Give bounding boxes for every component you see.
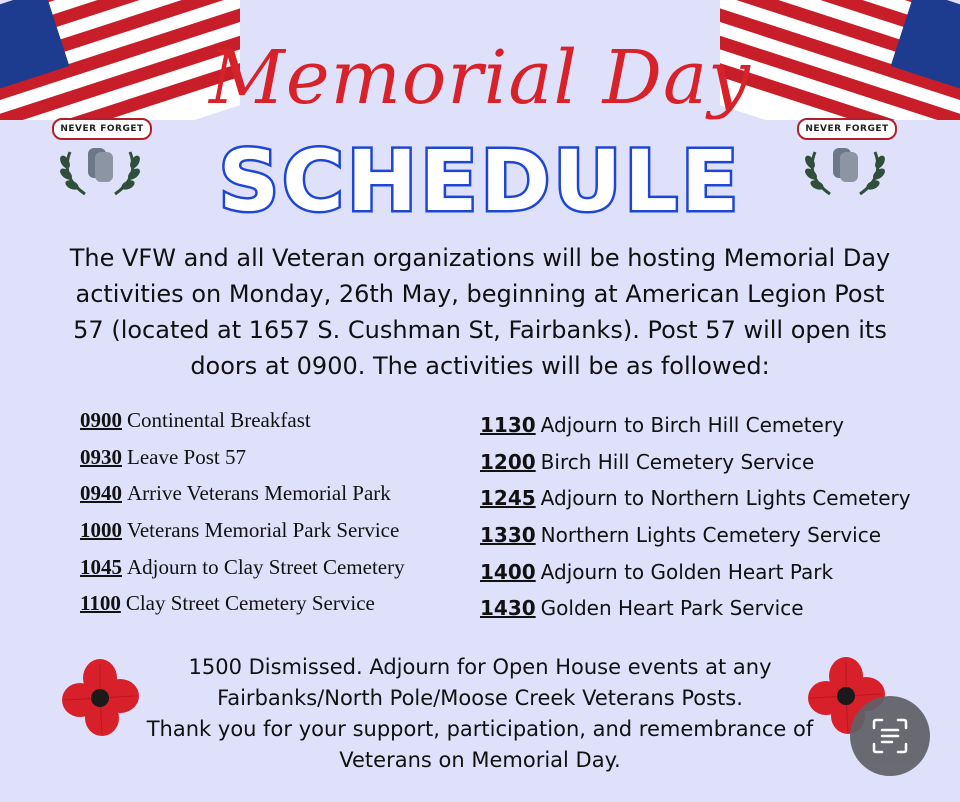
closing-line: Fairbanks/North Pole/Moose Creek Veterans Posts. (217, 686, 743, 710)
schedule-event: Adjourn to Clay Street Cemetery (127, 554, 405, 579)
schedule-item (480, 560, 911, 597)
schedule-event: Adjourn to Birch Hill Cemetery (540, 413, 844, 437)
never-forget-ribbon: NEVER FORGET (52, 118, 152, 140)
schedule-item (480, 486, 911, 523)
intro-paragraph: The VFW and all Veteran organizations will be hosting Memorial Day activities on Monday, 26th May, beginning at American Legion Post 57 (located at 1657 S. Cushman St, Fairbanks). Post 57 will open its doors at 0900. The activities will be as followed: (69, 244, 891, 380)
schedule-time: 1100 (80, 591, 121, 616)
schedule-event: Birch Hill Cemetery Service (540, 449, 815, 474)
schedule-item (80, 591, 405, 628)
schedule-event: Adjourn to Northern Lights Cemetery (540, 486, 911, 511)
schedule-item (80, 445, 405, 482)
schedule-time: 0900 (80, 408, 122, 432)
closing-line: 1500 Dismissed. Adjourn for Open House events at any (188, 655, 772, 679)
schedule-time: 1000 (80, 518, 122, 543)
schedule-item (480, 450, 911, 487)
schedule-left-column (80, 408, 405, 628)
schedule-time: 1045 (80, 554, 122, 579)
schedule-item (80, 408, 405, 445)
scan-text-icon (870, 716, 910, 756)
schedule-event: Northern Lights Cemetery Service (540, 523, 882, 548)
schedule-time: 1200 (480, 449, 536, 474)
never-forget-ribbon: NEVER FORGET (797, 118, 897, 140)
schedule-item (80, 555, 405, 592)
scan-text-button[interactable] (850, 696, 930, 776)
schedule-time: 1330 (480, 523, 536, 548)
poppy-icon (60, 658, 140, 738)
schedule-event: Clay Street Cemetery Service (125, 591, 375, 616)
closing-message (140, 652, 820, 776)
schedule-item (80, 518, 405, 555)
schedule-time: 0940 (80, 481, 122, 506)
schedule-item (480, 523, 911, 560)
title-memorial-day: Memorial Day (209, 35, 751, 121)
schedule-item (480, 596, 911, 633)
schedule-time: 1245 (480, 486, 536, 511)
schedule-right-column (480, 413, 911, 633)
schedule-item (80, 481, 405, 518)
title-schedule: SCHEDULE (218, 132, 742, 230)
schedule-event: Leave Post 57 (127, 444, 246, 469)
schedule-event: Arrive Veterans Memorial Park (127, 481, 391, 506)
schedule-event: Veterans Memorial Park Service (127, 518, 400, 543)
schedule-time: 1430 (480, 596, 536, 621)
closing-line: Thank you for your support, participation, and remembrance of (146, 717, 814, 741)
schedule-time: 1400 (480, 559, 536, 584)
schedule-event: Adjourn to Golden Heart Park (540, 559, 834, 584)
closing-line: Veterans on Memorial Day. (339, 748, 621, 772)
schedule-event: Golden Heart Park Service (540, 596, 804, 621)
schedule-time: 1130 (480, 413, 536, 437)
schedule-event: Continental Breakfast (127, 408, 311, 432)
schedule-item (480, 413, 911, 450)
schedule-time: 0930 (80, 444, 122, 469)
